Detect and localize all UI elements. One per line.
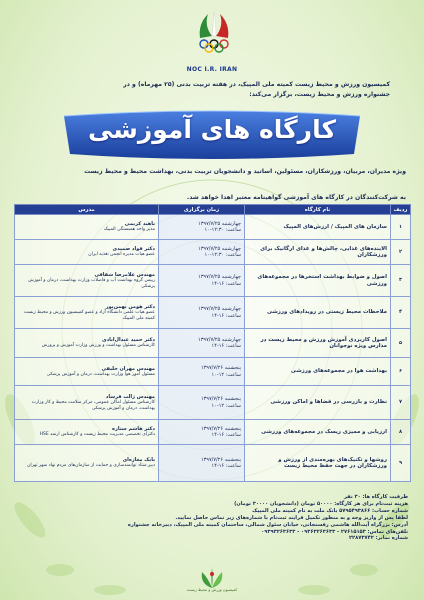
workshop-time <box>159 240 245 265</box>
workshop-title: الاینده‌های غذایی، چالش‌ها و غذای ارگانیک برای ورزشکاران <box>245 240 391 265</box>
time-hours: ساعت: ۱۶-۱۴ <box>211 343 241 349</box>
footer-line: تلفن‌های تماس: ۲۷۶۱۵۱۵۳ - ۰۹۳۶۳۲۶۳۶۳۳ - ۰۹۳۹۳۲۶۳۶۳۳ <box>261 528 408 535</box>
teacher-desc: مسئول امور هوا وزارت بهداشت، درمان و آموزش پزشکی <box>46 371 155 377</box>
time-day: چهارشنبه ۱۳۹۷/۷/۲۵ <box>198 306 241 313</box>
workshop-time <box>159 215 245 240</box>
teacher-name: دکتر فواد صمیدی <box>112 246 155 253</box>
row-number: ۱ <box>391 215 411 240</box>
col-header: زمان برگزاری <box>159 205 245 215</box>
table-row <box>15 215 411 240</box>
time-hours: ساعت: ۱۲-۱۰ <box>211 402 241 409</box>
time-day: پنجشنبه ۱۳۹۷/۷/۲۶ <box>200 456 241 463</box>
teacher-desc: عضو هیات علمی دانشگاه آزاد و عضو کمیسیون ورزش و محیط زیست کمیته ملی المپیک <box>23 310 155 321</box>
time-day: چهارشنبه ۱۳۹۷/۷/۲۵ <box>198 220 241 227</box>
workshop-teacher <box>15 420 159 445</box>
time-hours: ساعت: ۱۶-۱۴ <box>211 280 241 287</box>
workshop-time <box>159 420 245 445</box>
intro-text <box>34 80 390 100</box>
workshop-time <box>159 297 245 329</box>
workshop-title: اصول کاربردی آموزش ورزش و محیط زیست در مدارس ویژه نوجوانان <box>245 329 391 358</box>
table-row <box>15 358 411 386</box>
col-header: ردیف <box>391 205 411 215</box>
teacher-name: مهندس ژالت فرساد <box>105 393 155 400</box>
workshop-table <box>14 204 411 482</box>
teacher-desc: کارشناس مسئول اماکن عمومی، مرکز سلامت محیط و کار وزارت بهداشت، درمان و آموزش پزشکی <box>31 400 155 411</box>
time-hours: ساعت: ۱۶-۱۴ <box>211 432 241 438</box>
teacher-desc: دبیر ستاد توانمندسازی و حمایت از سازمان‌های مردم نهاد شهر تهران <box>27 463 155 469</box>
footer-line: آدرس: بزرگراه آیت‌الله هاشمی رفسنجانی، خیابان سئول شمالی، ساختمان کمیته ملی المپیک، دبیرخانه جشنواره <box>127 521 408 528</box>
workshop-time <box>159 329 245 358</box>
footer-line: هزینه ثبت‌نام برای هر کارگاه: ۵۰۰۰۰ تومان (دانشجویان ۳۰۰۰۰ تومان) <box>234 500 408 507</box>
footer-info <box>16 494 408 542</box>
workshop-time <box>159 358 245 386</box>
teacher-name: دکتر حمید عبدال‌ابادی <box>101 337 155 344</box>
workshop-teacher <box>15 358 159 386</box>
intro-line: جشنواره ورزش و محیط زیست، برگزار می‌کند: <box>249 91 390 98</box>
row-number: ۸ <box>391 420 411 445</box>
teacher-name: دکتر هاشم ستاره <box>112 426 155 433</box>
teacher-name: ناهید کریمی <box>124 221 155 228</box>
time-hours: ساعت: ۱۲:۳۰-۱۰ <box>204 227 241 233</box>
time-hours: ساعت: ۱۶-۱۴ <box>211 312 241 319</box>
row-number: ۴ <box>391 297 411 329</box>
row-number: ۶ <box>391 358 411 386</box>
workshop-teacher <box>15 386 159 420</box>
time-day: چهارشنبه ۱۳۹۷/۷/۲۵ <box>198 245 241 252</box>
footer-line: شماره حساب: ۵۷۹۵۴۹۳۸۶۶ بانک ملت به نام کمیته ملی المپیک <box>252 507 408 514</box>
workshop-time <box>159 265 245 297</box>
time-day: پنجشنبه ۱۳۹۷/۷/۲۶ <box>200 365 241 372</box>
time-hours: ساعت: ۱۶-۱۴ <box>211 463 241 469</box>
teacher-desc: کارشناس مسئول بهداشت و ورزش وزارت آموزش و پرورش <box>41 343 155 349</box>
workshop-title: ارزیابی و ممیزی ریسک در مجموعه‌های ورزشی <box>245 420 391 445</box>
workshop-teacher <box>15 215 159 240</box>
teacher-desc: رییس گروه بهداشت آب و فاضلاب وزارت بهداشت، درمان و آموزش پزشکی <box>28 278 155 289</box>
workshop-title: اصول و ضوابط بهداشت استخرها در مجموعه‌های ورزشی <box>245 265 391 297</box>
footer-line: شماره نمابر: ۲۲۸۷۳۷۴۲ <box>348 535 408 542</box>
workshop-title: بهداشت هوا در مجموعه‌های ورزشی <box>245 358 391 386</box>
teacher-name: بابک مغازه‌ای <box>122 457 155 464</box>
workshop-teacher <box>15 329 159 358</box>
workshop-title: سازمان های المپیک / ارزش‌های المپیک <box>245 215 391 240</box>
table-row <box>15 445 411 482</box>
workshop-teacher <box>15 297 159 329</box>
workshop-teacher <box>15 445 159 482</box>
certificate-note: به شرکت‌کنندگان در کارگاه های آموزشی گواهینامه معتبر اهدا خواهد شد. <box>186 194 406 201</box>
footer-line: ظرفیت کارگاه ها: ۳۰ نفر <box>343 494 408 500</box>
time-hours: ساعت: ۱۲-۱۰ <box>211 371 241 378</box>
row-number: ۲ <box>391 240 411 265</box>
commission-logo-caption: کمیسیون ورزش و محیط زیست <box>186 587 238 592</box>
teacher-name: مهندس مهران خلیقی <box>101 365 155 372</box>
row-number: ۷ <box>391 386 411 420</box>
table-row <box>15 297 411 329</box>
footer-line: لطفا پس از واریز وجه و به منظور تکمیل فرایند ثبت‌نام با شماره‌های زیر تماس حاصل نمایید. <box>175 514 408 521</box>
teacher-desc: دکترای تخصصی مدیریت محیط زیست و کارشناس ارشد HSE <box>39 432 155 438</box>
teacher-name: دکتر هومن بهمن‌پور <box>105 303 155 310</box>
audience-text: ویژه مدیران، مربیان، ورزشکاران، مسئولین، اساتید و دانشجویان تربیت بدنی، بهداشت محیط و محیط زیست <box>84 168 406 175</box>
teacher-desc: عضو هیات مدیره انجمن تغذیه ایران <box>88 252 155 258</box>
table-header-row <box>15 205 411 215</box>
workshop-title: روشها و تکنیک‌های بهره‌مندی از ورزش و ورزشکاران در جهت حفظ محیط زیست <box>245 445 391 482</box>
logo-caption: NOC I.R. IRAN <box>186 66 238 73</box>
table-row <box>15 329 411 358</box>
row-number: ۵ <box>391 329 411 358</box>
page-title: کارگاه های آموزشی <box>87 115 337 144</box>
workshop-teacher <box>15 265 159 297</box>
table-row <box>15 240 411 265</box>
col-header: مدرس <box>15 205 159 215</box>
time-day: پنجشنبه ۱۳۹۷/۷/۲۶ <box>200 425 241 432</box>
time-day: چهارشنبه ۱۳۹۷/۷/۲۵ <box>198 336 241 343</box>
time-hours: ساعت: ۱۲:۳۰-۱۰ <box>204 252 241 258</box>
teacher-desc: مدیر واحد همبستگی المپیک <box>103 227 155 233</box>
noc-logo-icon <box>190 8 238 56</box>
workshop-time <box>159 445 245 482</box>
table-row <box>15 265 411 297</box>
workshop-time <box>159 386 245 420</box>
intro-line: کمیسیون ورزش و محیط زیست کمیته ملی المپیک، در هفته تربیت بدنی (۲۵ مهرماه) و در <box>123 81 390 88</box>
workshop-teacher <box>15 240 159 265</box>
time-day: چهارشنبه ۱۳۹۷/۷/۲۵ <box>198 274 241 281</box>
row-number: ۳ <box>391 265 411 297</box>
time-day: پنجشنبه ۱۳۹۷/۷/۲۶ <box>200 396 241 403</box>
teacher-name: مهندس غلامرضا شفاقی <box>94 271 155 278</box>
table-row <box>15 420 411 445</box>
workshop-title: ملاحظات محیط زیستی در رویدادهای ورزشی <box>245 297 391 329</box>
workshop-title: نظارت و بازرسی در فضاها و اماکن ورزشی <box>245 386 391 420</box>
col-header: نام کارگاه <box>245 205 391 215</box>
table-row <box>15 386 411 420</box>
row-number: ۹ <box>391 445 411 482</box>
